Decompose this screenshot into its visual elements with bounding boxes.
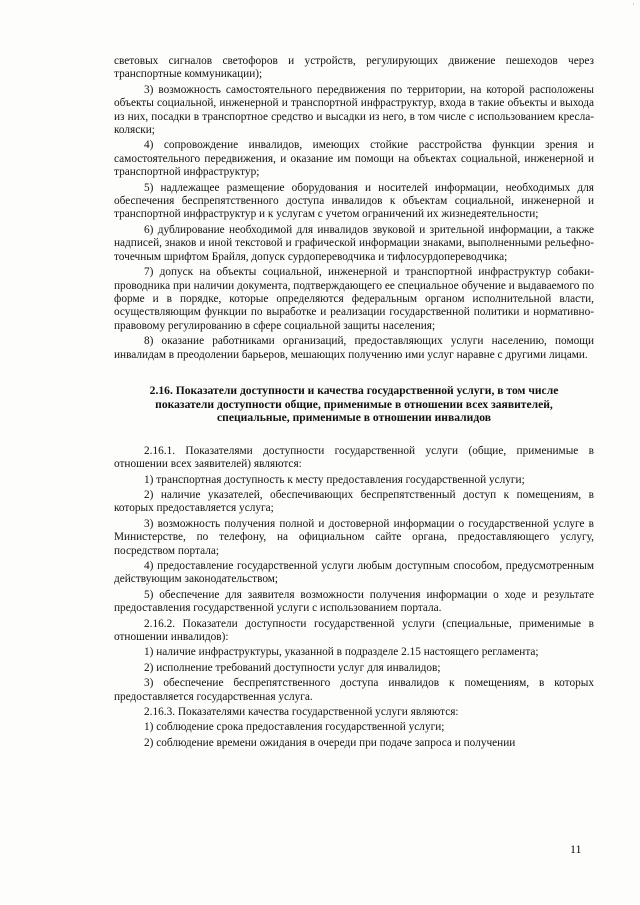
scan-corner-mark: ' — [632, 2, 634, 10]
list-item: 3) возможность получения полной и достоверной информации о государственной услуге в Министерстве, по телефону, на официальном сайте органа, предоставляющего услугу, посредством портала; — [114, 517, 594, 557]
list-item: 2) наличие указателей, обеспечивающих беспрепятственный доступ к помещениям, в которых предоставляется услуга; — [114, 488, 594, 515]
list-item: 1) транспортная доступность к месту предоставления государственной услуги; — [144, 473, 525, 486]
list-item: 5) надлежащее размещение оборудования и носителей информации, необходимых для обеспечения беспрепятственного доступа инвалидов к объектам социальной, инженерной и транспортной инфраструктур и к услугам с учетом ограничений их жизнедеятельности; — [114, 181, 594, 221]
page-number: 11 — [570, 842, 582, 856]
list-item: 2) соблюдение времени ожидания в очереди при подаче запроса и получении — [144, 736, 516, 749]
paragraph: 2.16.3. Показателями качества государственной услуги являются: — [144, 706, 459, 719]
list-item: 2) исполнение требований доступности услуг для инвалидов; — [144, 661, 441, 674]
list-item: 8) оказание работниками организаций, предоставляющих услуги населению, помощи инвалидам в преодолении барьеров, мешающих получению ими услуг наравне с другими лицами. — [114, 335, 594, 361]
list-item: 4) предоставление государственной услуги любым доступным способом, предусмотренным действующим законодательством; — [114, 559, 594, 586]
list-item: 4) сопровождение инвалидов, имеющих стойкие расстройства функции зрения и самостоятельного передвижения, и оказание им помощи на объектах социальной, инженерной и транспортной инфраструктур; — [114, 139, 594, 179]
list-item: 1) соблюдение срока предоставления государственной услуги; — [144, 721, 445, 734]
paragraph: 2.16.1. Показателями доступности государственной услуги (общие, применимые в отношении всех заявителей) являются: — [114, 444, 594, 471]
list-item: 3) возможность самостоятельного передвижения по территории, на которой расположены объекты социальной, инженерной и транспортной инфраструктур, входа в такие объекты и выхода из них, посадки в транспортное средство и высадки из него, в том числе с использованием кресла-коляски; — [114, 83, 594, 137]
paragraph: световых сигналов светофоров и устройств, регулирующих движение пешеходов через транспортные коммуникации); — [114, 55, 594, 81]
list-item: 7) допуск на объекты социальной, инженерной и транспортной инфраструктур собаки-проводника при наличии документа, подтверждающего ее специальное обучение и выдаваемого по форме и в порядке, которые определяются федеральным органом исполнительной власти, осуществляющим функции по выработке и реализации государственной политики и нормативно-правовому регулированию в сфере социальной защиты населения; — [114, 266, 594, 332]
list-item: 3) обеспечение беспрепятственного доступа инвалидов к помещениям, в которых предоставляется государственная услуга. — [114, 677, 594, 703]
list-item: 5) обеспечение для заявителя возможности получения информации о ходе и результате предоставления государственной услуги с использованием портала. — [114, 588, 594, 615]
paragraph: 2.16.2. Показатели доступности государственной услуги (специальные, применимые в отношении инвалидов): — [114, 617, 594, 643]
document-body — [114, 55, 594, 750]
section-heading: 2.16. Показатели доступности и качества государственной услуги, в том числе показатели доступности общие, применимые в отношении всех заявителей, специальные, применимые в отношении инвалидов — [149, 383, 559, 425]
list-item: 1) наличие инфраструктуры, указанной в подразделе 2.15 настоящего регламента; — [144, 646, 539, 659]
list-item: 6) дублирование необходимой для инвалидов звуковой и зрительной информации, а также надписей, знаков и иной текстовой и графической информации знаками, выполненными рельефно-точечным шрифтом Брайля, допуск сурдопереводчика и тифлосурдопереводчика; — [114, 223, 594, 263]
